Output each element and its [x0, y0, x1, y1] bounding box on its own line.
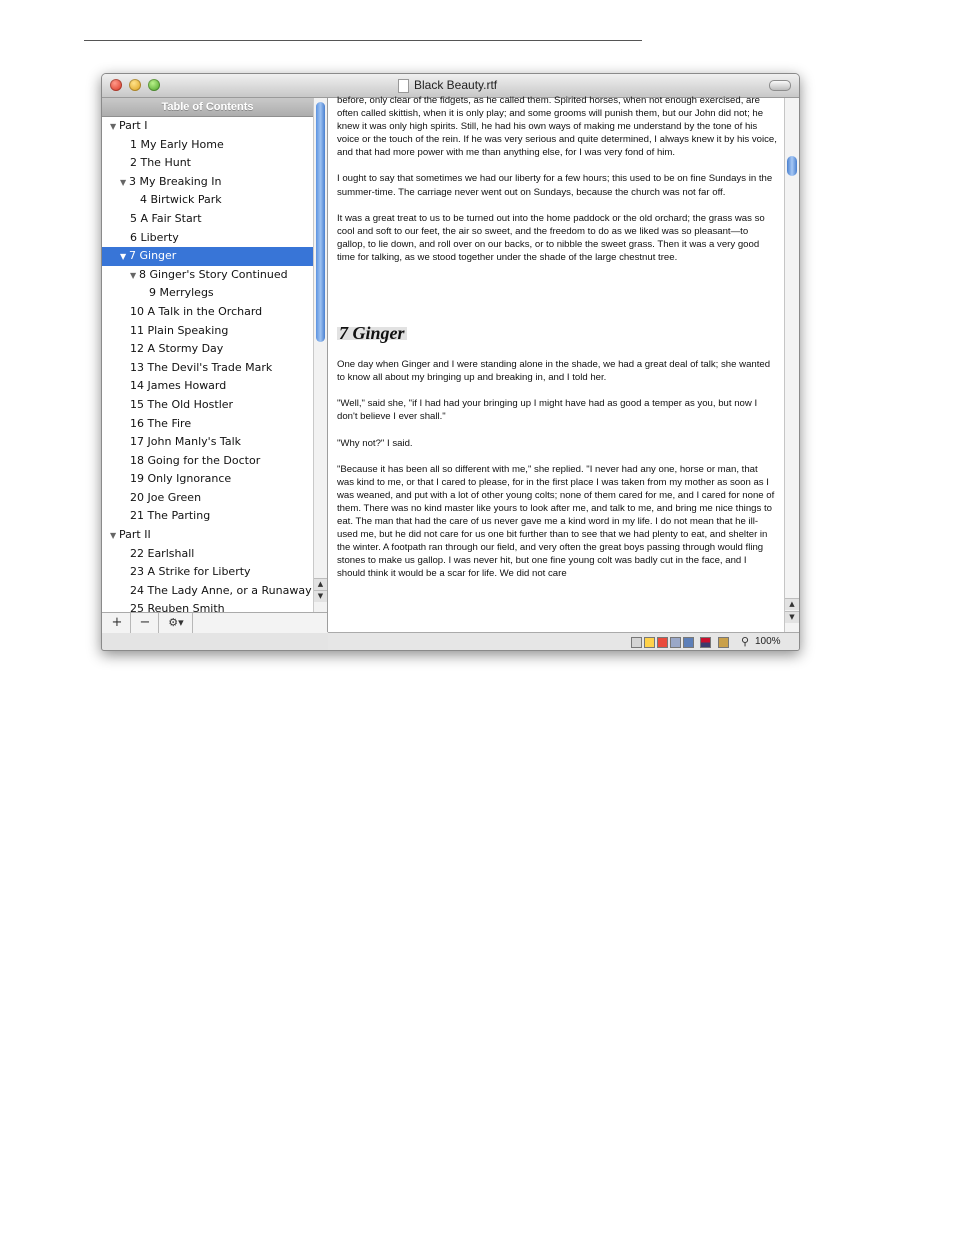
status-bar	[328, 632, 799, 651]
paragraph: I ought to say that sometimes we had our liberty for a few hours; this used to be on fine Sundays in the summer-time. The carriage never went out on Sundays, because the church was not far off.	[337, 173, 773, 198]
toc-item-label: 3 My Breaking In	[129, 174, 222, 188]
document-scrollbar[interactable]	[784, 98, 799, 632]
toc-item[interactable]	[102, 452, 313, 471]
toc-item[interactable]	[102, 507, 313, 526]
toc-header: Table of Contents	[102, 98, 313, 117]
toc-item-label: 25 Reuben Smith	[130, 602, 225, 612]
toc-item[interactable]	[102, 136, 313, 155]
toc-item[interactable]	[102, 247, 313, 266]
disclosure-triangle-icon[interactable]: ▼	[110, 122, 117, 131]
toc-item[interactable]	[102, 117, 313, 136]
paragraph: "Because it has been all so different with me," she replied. "I never had any one, horse or man, that was kind to me, or that I cared to please, for in the first place I was taken from my mother as soon as I was weaned, and put with a lot of other young colts; none of them cared for me, and I cared for none of them. There was no kind master like yours to look after me, and talk to me, and bring me nice things to eat. The man that had the care of us never gave me a kind word in my life. I do not mean that he ill-used me, but he did not care for us one bit further than to see that we had plenty to eat, and shelter in the winter. A footpath ran through our field, and very often the great boys passing through would fling stones to make us gallop. I was never hit, but one fine young colt was badly cut in the face, and I should think it would be a scar for life. We did not care	[337, 463, 775, 580]
toc-item-label: 17 John Manly's Talk	[130, 435, 241, 449]
document-scroll-up-arrow[interactable]: ▲	[785, 598, 799, 610]
toc-scroll-down-arrow[interactable]: ▼	[314, 590, 327, 602]
toc-item-label: 10 A Talk in the Orchard	[130, 304, 263, 318]
paragraph: It was a great treat to us to be turned out into the home paddock or the old orchard; the grass was so cool and soft to our feet, the air so sweet, and the freedom to do as we liked was so pleasant—to gallop, to lie down, and roll over on our backs, or to nibble the sweet grass. Then it was a very good time for talking, as we stood together under the shade of the large chestnut tree.	[337, 212, 765, 263]
add-button[interactable]: +	[104, 613, 131, 633]
toc-scroll-up-arrow[interactable]: ▲	[314, 578, 327, 590]
chapter-heading: 7 Ginger	[339, 323, 405, 344]
toc-item[interactable]	[102, 526, 313, 545]
paragraph: One day when Ginger and I were standing alone in the shade, we had a great deal of talk; she wanted to know all about my bringing up and breaking in, and I told her.	[337, 359, 771, 384]
toc-item-label: 14 James Howard	[130, 379, 227, 393]
highlight-icon[interactable]	[644, 637, 655, 648]
toc-item-label: 9 Merrylegs	[149, 286, 214, 300]
toc-item[interactable]	[102, 470, 313, 489]
toc-item-label: 1 My Early Home	[130, 137, 224, 151]
toc-item[interactable]	[102, 191, 313, 210]
toc-item-label: 24 The Lady Anne, or a Runaway	[130, 583, 312, 597]
toc-item[interactable]	[102, 173, 313, 192]
page-top-rule	[84, 40, 642, 41]
toc-item[interactable]	[102, 303, 313, 322]
toc-sidebar	[102, 98, 328, 632]
text-color-icon[interactable]	[657, 637, 668, 648]
disclosure-triangle-icon[interactable]: ▼	[120, 177, 127, 187]
toc-item-label: 12 A Stormy Day	[130, 342, 224, 356]
clipboard-icon[interactable]	[718, 637, 729, 648]
toc-item-label: 8 Ginger's Story Continued	[139, 267, 288, 281]
toc-item[interactable]	[102, 396, 313, 415]
toc-item[interactable]	[102, 284, 313, 303]
toc-item[interactable]	[102, 415, 313, 434]
toc-item[interactable]	[102, 489, 313, 508]
zoom-button[interactable]	[148, 79, 160, 91]
toc-item[interactable]	[102, 229, 313, 248]
toc-item[interactable]	[102, 266, 313, 285]
toc-item[interactable]	[102, 582, 313, 601]
toc-item-label: 6 Liberty	[130, 230, 179, 244]
toc-item[interactable]	[102, 377, 313, 396]
toc-item-label: 15 The Old Hostler	[130, 397, 234, 411]
toc-item-label: 22 Earlshall	[130, 546, 195, 560]
toc-scrollbar[interactable]	[313, 98, 327, 612]
toc-item[interactable]	[102, 433, 313, 452]
text-area[interactable]	[337, 94, 777, 593]
disclosure-triangle-icon[interactable]: ▼	[130, 270, 137, 280]
document-scroll-thumb[interactable]	[787, 156, 797, 176]
window-title: Black Beauty.rtf	[414, 78, 498, 92]
info-icon[interactable]	[683, 637, 694, 648]
toc-item-label: Part I	[119, 119, 148, 132]
toc-item[interactable]	[102, 154, 313, 173]
zoom-level[interactable]: 100%	[755, 636, 781, 647]
document-content[interactable]	[328, 95, 784, 632]
disclosure-triangle-icon[interactable]: ▼	[120, 252, 127, 262]
minimize-button[interactable]	[129, 79, 141, 91]
toc-item[interactable]	[102, 545, 313, 564]
toc-scroll-thumb[interactable]	[316, 102, 325, 342]
magnifier-icon[interactable]: ⚲	[741, 635, 750, 648]
action-menu-button[interactable]: ⚙▾	[160, 613, 193, 633]
toc-item-label: 11 Plain Speaking	[130, 323, 229, 337]
toc-item[interactable]	[102, 359, 313, 378]
font-size-icon[interactable]	[631, 637, 642, 648]
toc-item-label: 21 The Parting	[130, 509, 211, 523]
language-flag-icon[interactable]	[700, 637, 711, 648]
toc-item[interactable]	[102, 340, 313, 359]
remove-button[interactable]: −	[132, 613, 159, 633]
toc-item-label: 5 A Fair Start	[130, 211, 202, 225]
document-scroll-down-arrow[interactable]: ▼	[785, 611, 799, 623]
toc-item-label: 2 The Hunt	[130, 156, 191, 170]
toolbar-toggle-button[interactable]	[769, 80, 791, 91]
toc-item-label: 19 Only Ignorance	[130, 472, 232, 486]
toc-item-label: Part II	[119, 528, 151, 542]
close-button[interactable]	[110, 79, 122, 91]
document-proxy-icon[interactable]	[398, 79, 409, 93]
toc-item-label: 13 The Devil's Trade Mark	[130, 360, 273, 374]
toc-item-label: 23 A Strike for Liberty	[130, 565, 251, 579]
toc-item-label: 4 Birtwick Park	[140, 193, 222, 207]
toc-item-label: 18 Going for the Doctor	[130, 453, 261, 467]
toc-item-label: 20 Joe Green	[130, 490, 202, 504]
toc-item[interactable]	[102, 600, 313, 612]
toc-toolbar	[102, 612, 327, 633]
toc-item-label: 7 Ginger	[129, 249, 177, 263]
paragraph: before, only clear of the fidgets, as he called them. Spirited horses, when not enough exercised, are often called skittish, when it is only play; and some grooms will punish them, but our John did not; he knew it was only high spirits. Still, he had his own ways of making me understand by the tone of his voice or the touch of the rein. If he was very serious and quite determined, I always knew it by his voice, and that had more power with me than anything else, for I was very fond of him.	[337, 95, 777, 159]
toc-item[interactable]	[102, 322, 313, 341]
toc-item-label: 16 The Fire	[130, 416, 192, 430]
paragraph: "Well," said she, "if I had had your bringing up I might have had as good a temper as you, but now I don't believe I ever shall."	[337, 398, 758, 423]
disclosure-triangle-icon[interactable]: ▼	[110, 531, 117, 541]
toc-item[interactable]	[102, 563, 313, 582]
paragraph: "Why not?" I said.	[337, 437, 413, 449]
style-icon[interactable]	[670, 637, 681, 648]
toc-item[interactable]	[102, 210, 313, 229]
toc-list	[102, 117, 313, 612]
document-window	[101, 73, 800, 651]
